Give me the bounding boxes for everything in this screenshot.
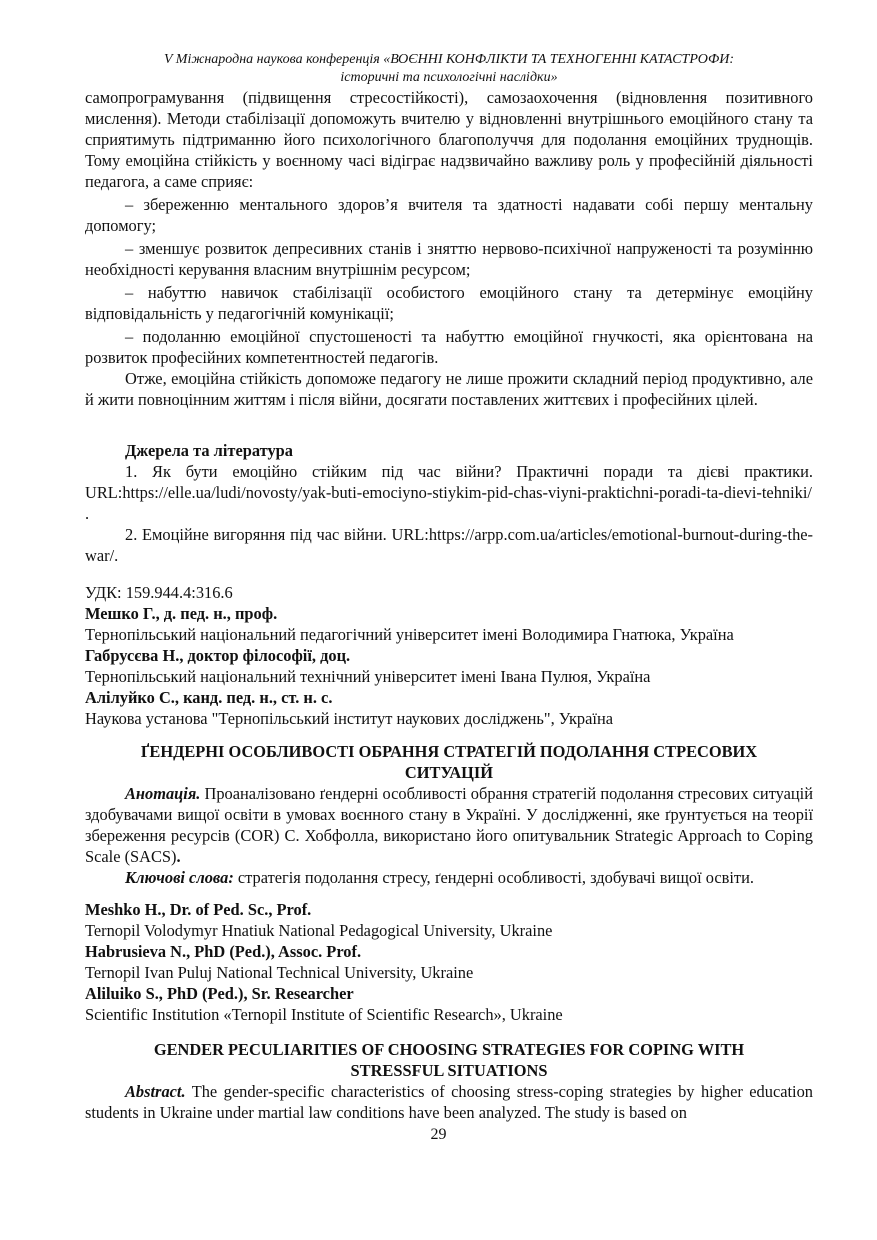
page-number: 29: [430, 1126, 447, 1143]
references-title: Джерела та література: [125, 441, 293, 460]
article-ua: [85, 741, 813, 888]
abstract-text: The gender-specific characteristics of choosing stress-coping strategies by higher education students in Ukraine under martial law conditions have been analyzed. The study is based on: [85, 1082, 813, 1122]
reference-item: 1. Як бути емоційно стійким під час війни? Практичні поради та дієві практики. URL:https://elle.ua/ludi/novosty/yak-buti-emociyno-stiykim-pid-chas-viyni-praktichni-poradi-ta-dievi-tehniki/ .: [85, 462, 813, 523]
list-item: – набуттю навичок стабілізації особистого емоційного стану та детермінує емоційну відповідальність у педагогічній комунікації;: [85, 283, 813, 323]
annotation-end: .: [176, 847, 181, 866]
authors-ua: [85, 582, 813, 729]
author-affiliation: Ternopil Volodymyr Hnatiuk National Pedagogical University, Ukraine: [85, 921, 553, 940]
author-name: Мешко Г., д. пед. н., проф.: [85, 604, 278, 623]
author-affiliation: Тернопільський національний технічний університет імені Івана Пулюя, Україна: [85, 667, 651, 686]
author-name: Алілуйко С., канд. пед. н., ст. н. с.: [85, 688, 333, 707]
author-affiliation: Ternopil Ivan Puluj National Technical University, Ukraine: [85, 963, 474, 982]
abstract: [85, 1081, 813, 1123]
keywords-text: стратегія подолання стресу, ґендерні особливості, здобувачі вищої освіти.: [233, 868, 754, 887]
author-name: Aliluiko S., PhD (Ped.), Sr. Researcher: [85, 984, 354, 1003]
running-header: [82, 51, 816, 87]
title-line: СИТУАЦІЙ: [404, 763, 494, 782]
running-header-line1: V Міжнародна наукова конференція «ВОЄННІ КОНФЛІКТИ ТА ТЕХНОГЕННІ КАТАСТРОФИ:: [163, 52, 735, 67]
annotation-text: Проаналізовано ґендерні особливості обрання стратегій подолання стресових ситуацій здобувачами вищої освіти в умовах воєнного стану в Україні. У дослідженні, яке ґрунтується на теорії збереження ресурсів (COR) С. Хобфолла, використано його опитувальник Strategic Approach to Coping Scale (SACS): [85, 784, 813, 866]
author-affiliation: Наукова установа "Тернопільський інститут наукових досліджень", Україна: [85, 709, 613, 728]
keywords-label: Ключові слова:: [125, 868, 234, 887]
list-item: – подоланню емоційної спустошеності та набуттю емоційної гнучкості, яка орієнтована на розвиток професійних компетентностей педагогів.: [85, 327, 813, 367]
udc-code: УДК: 159.944.4:316.6: [85, 583, 233, 602]
list-item: – збереженню ментального здоров’я вчителя та здатності надавати собі першу ментальну допомогу;: [85, 195, 813, 235]
authors-en: [85, 899, 813, 1025]
title-line: ҐЕНДЕРНІ ОСОБЛИВОСТІ ОБРАННЯ СТРАТЕГІЙ ПОДОЛАННЯ СТРЕСОВИХ: [140, 742, 758, 761]
paragraph: самопрограмування (підвищення стресостійкості), самозаохочення (відновлення позитивного мислення). Методи стабілізації допоможуть вчителю у відновленні внутрішнього емоційного стану та сприятимуть підтриманню його психологічного благополуччя для подолання емоційних труднощів. Тому емоційна стійкість у воєнному часі відіграє надзвичайно важливу роль у професійній діяльності педагога, а саме сприяє:: [85, 88, 813, 191]
title-line: STRESSFUL SITUATIONS: [350, 1061, 548, 1080]
author-name: Габрусєва Н., доктор філософії, доц.: [85, 646, 351, 665]
article-title-en: [85, 1039, 813, 1081]
author-affiliation: Scientific Institution «Ternopil Institute of Scientific Research», Ukraine: [85, 1005, 563, 1024]
title-line: GENDER PECULIARITIES OF CHOOSING STRATEGIES FOR COPING WITH: [153, 1040, 745, 1059]
paragraph: Отже, емоційна стійкість допоможе педагогу не лише прожити складний період продуктивно, але й жити повноцінним життям і після війни, досягати поставлених життєвих і професійних цілей.: [85, 369, 813, 409]
list-item: – зменшує розвиток депресивних станів і зняттю нервово-психічної напруженості та розумінню необхідності керування власним внутрішнім ресурсом;: [85, 239, 813, 279]
annotation: [85, 783, 813, 867]
body-text: [85, 87, 813, 410]
article-en: [85, 1039, 813, 1123]
keywords: [85, 867, 813, 888]
references: [85, 440, 813, 566]
abstract-label: Abstract.: [125, 1082, 186, 1101]
author-affiliation: Тернопільський національний педагогічний університет імені Володимира Гнатюка, Україна: [85, 625, 734, 644]
running-header-line2: історичні та психологічні наслідки»: [340, 70, 558, 85]
article-title-ua: [85, 741, 813, 783]
annotation-label: Анотація.: [125, 784, 201, 803]
author-name: Habrusieva N., PhD (Ped.), Assoc. Prof.: [85, 942, 362, 961]
reference-item: 2. Емоційне вигоряння під час війни. URL:https://arpp.com.ua/articles/emotional-burnout-during-the-war/.: [85, 525, 813, 565]
author-name: Meshko H., Dr. of Ped. Sc., Prof.: [85, 900, 312, 919]
